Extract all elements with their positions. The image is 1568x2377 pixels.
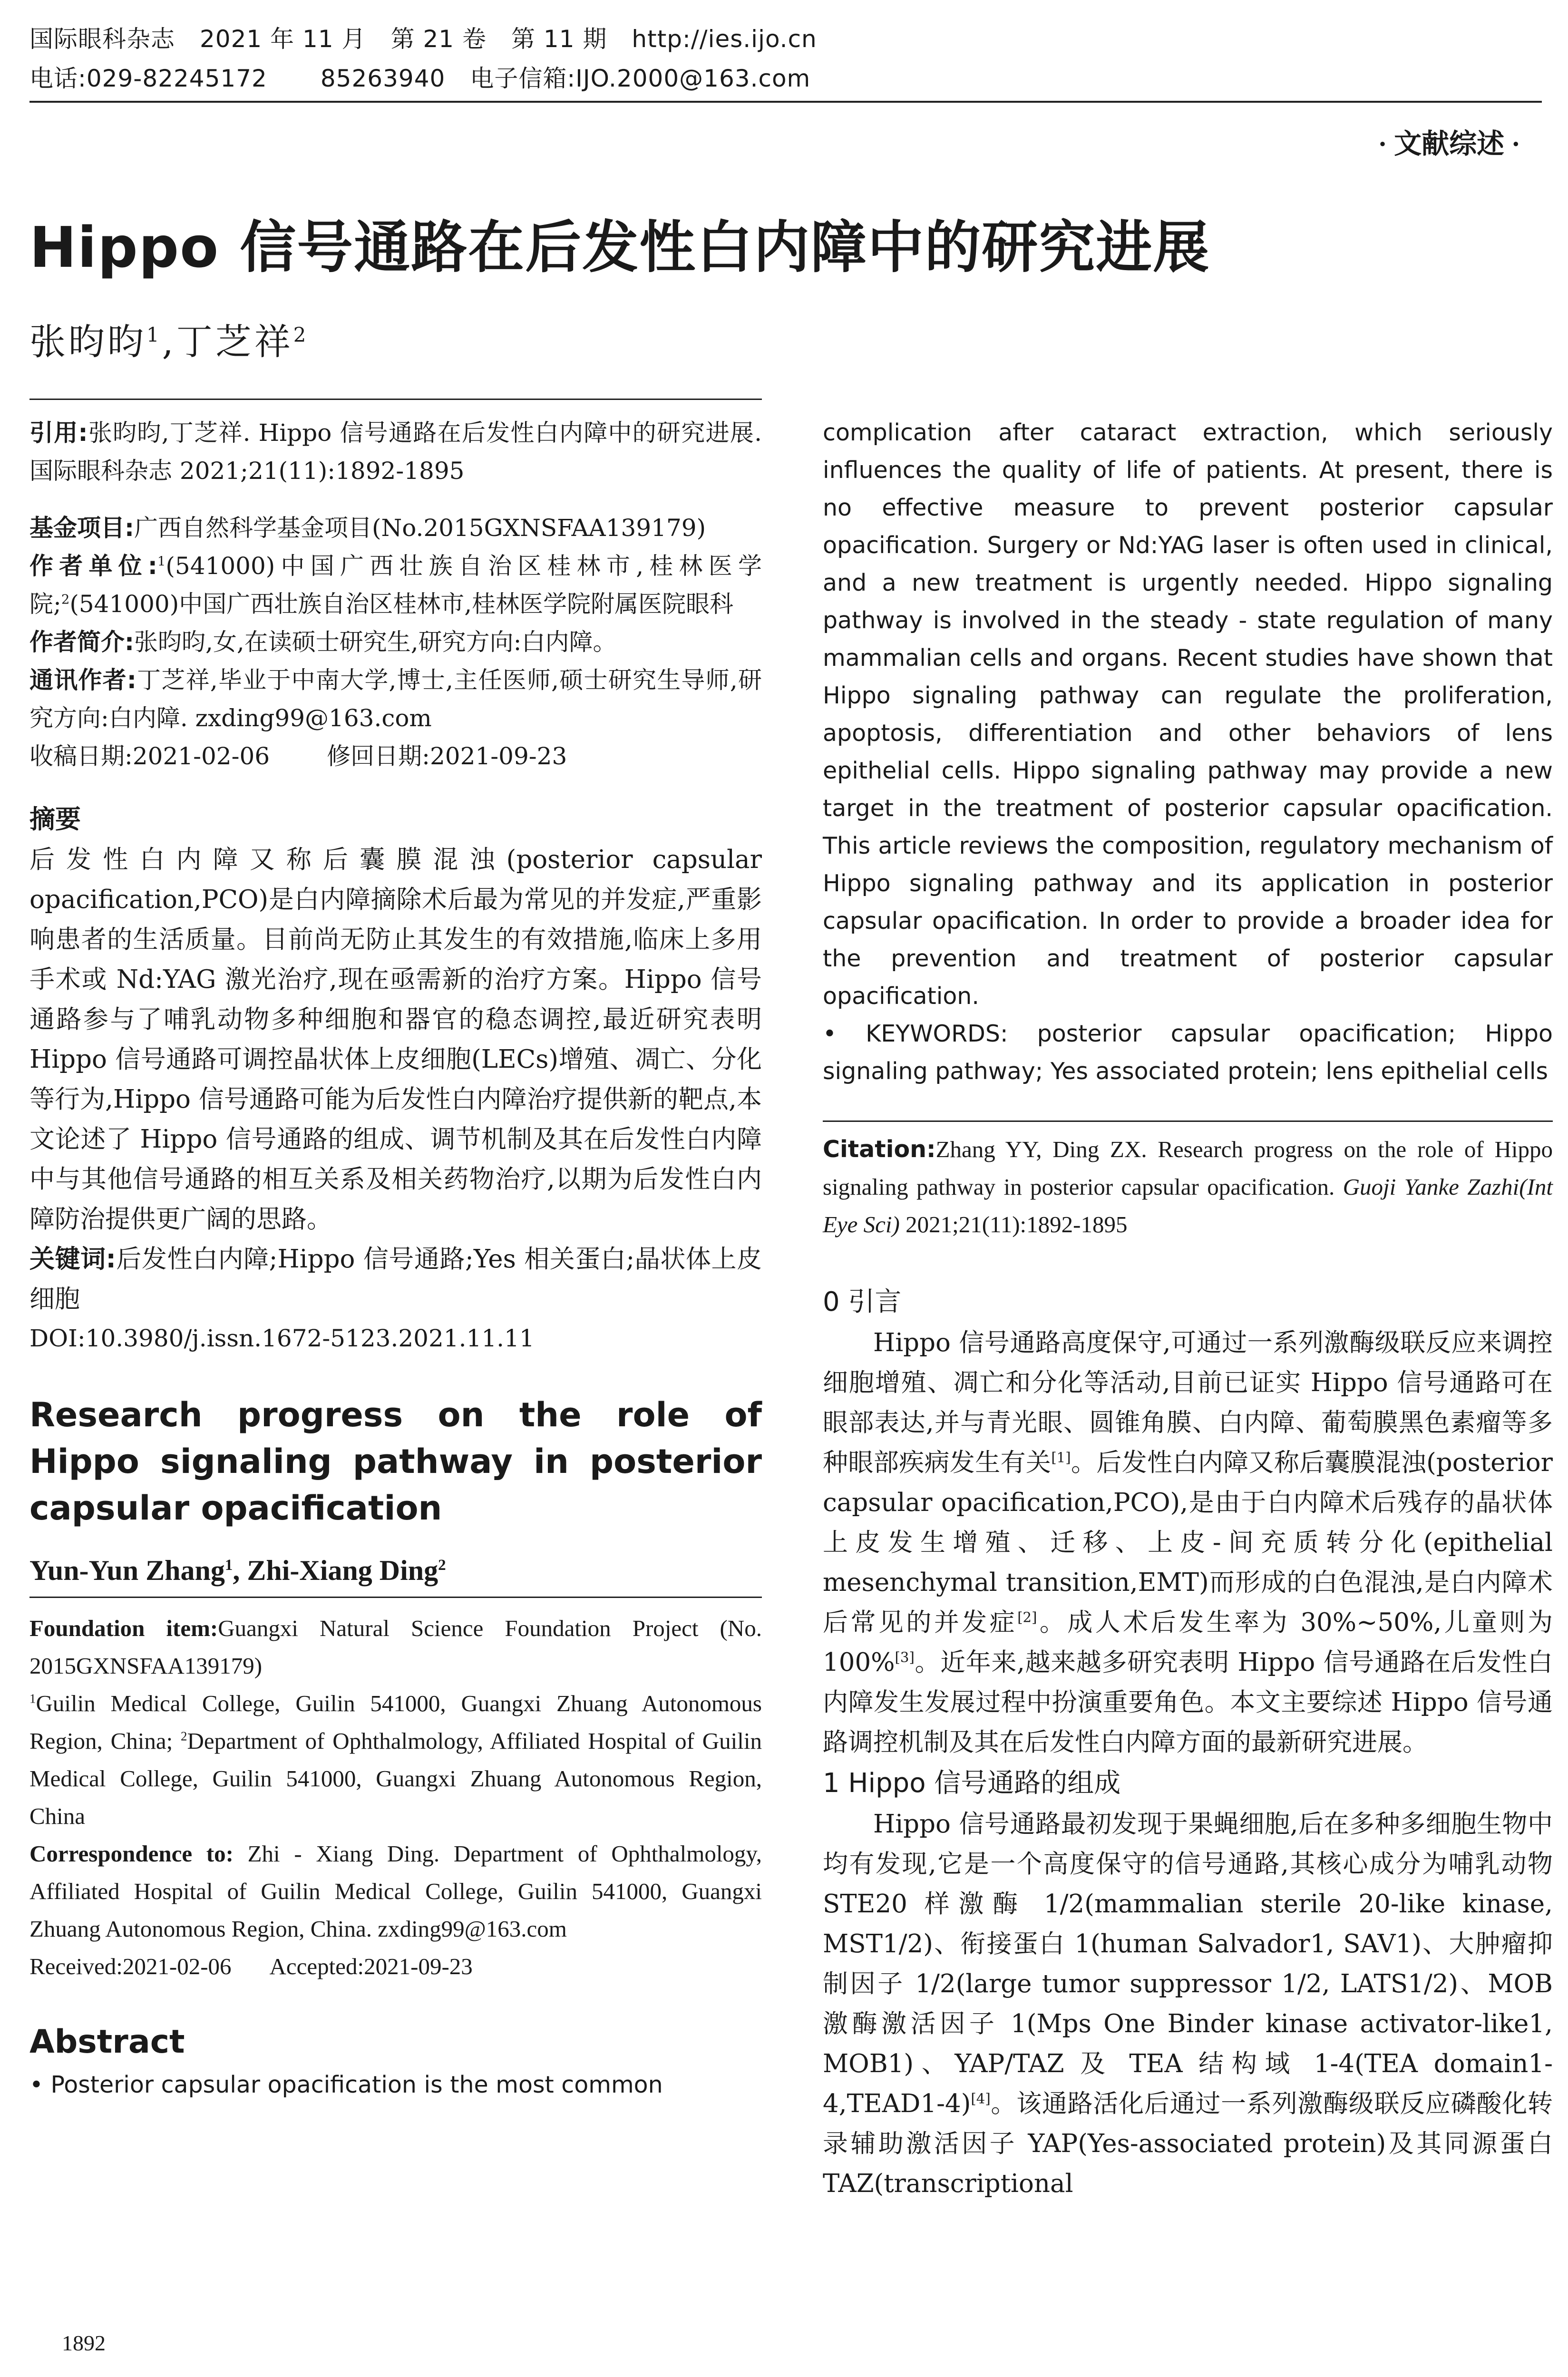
dates-cn: 收稿日期:2021-02-06 修回日期:2021-09-23: [29, 742, 567, 770]
journal-email[interactable]: 电子信箱:IJO.2000@163.com: [470, 65, 811, 92]
journal-name: 国际眼科杂志: [29, 25, 175, 53]
phone: 电话:029-82245172: [29, 65, 267, 92]
abstract-en-continued: complication after cataract extraction, which seriously influences the quality of life of patients. At present, there is no effective measure to prevent posterior capsular opacification. Surgery or Nd:YAG laser is often used in clinical, and a new treatment is urgently needed. Hippo signaling pathway is involved in the steady - state regulation of many mammalian cells and organs. Recent studies have shown that Hippo signaling pathway can regulate the proliferation, apoptosis, differentiation and other behaviors of lens epithelial cells. Hippo signaling pathway may provide a new target in the treatment of posterior capsular opacification. This article reviews the composition, regulatory mechanism of Hippo signaling pathway and its application in posterior capsular opacification. In order to provide a broader idea for the prevention and treatment of posterior capsular opacification.: [823, 419, 1553, 1010]
abstract-en-start: • Posterior capsular opacification is the most common: [29, 2071, 663, 2098]
article-title: Hippo 信号通路在后发性白内障中的研究进展: [29, 214, 1210, 280]
abstract-cn-heading: 摘要: [29, 804, 81, 834]
affiliation-cn: 作者单位:$^1$(541000)中国广西壮族自治区桂林市,桂林医学院;$^2$(541000)中国广西壮族自治区桂林市,桂林医学院附属医院眼科: [29, 552, 762, 618]
english-authors: Yun-Yun Zhang$^1$, Zhi-Xiang Ding$^2$: [29, 1555, 446, 1586]
section-0-heading: 0 引言: [823, 1286, 902, 1317]
doi[interactable]: DOI:10.3980/j.issn.1672-5123.2021.11.11: [29, 1325, 535, 1352]
citation-en: Citation:Zhang YY, Ding ZX. Research progress on the role of Hippo signaling pathway in posterior capsular opacification. Guoji Yanke Zazhi(Int Eye Sci) 2021;21(11):1892-1895: [823, 1136, 1553, 1237]
citation-cn: 引用:张昀昀,丁芝祥. Hippo 信号通路在后发性白内障中的研究进展. 国际眼科杂志 2021;21(11):1892-1895: [29, 419, 762, 485]
issue-date: 2021 年 11 月: [200, 25, 366, 53]
journal-header-line-2: [29, 59, 835, 94]
keywords-en: • KEYWORDS: posterior capsular opacification; Hippo signaling pathway; Yes associated protein; lens epithelial cells: [823, 1020, 1553, 1085]
authors-cn: 张昀昀$^1$,丁芝祥$^2$: [29, 321, 309, 363]
section-tag: · 文献综述 ·: [1378, 128, 1520, 159]
correspondence-en: Correspondence to: Zhi - Xiang Ding. Department of Ophthalmology, Affiliated Hospital of Guilin Medical College, Guilin 541000, Guangxi Zhuang Autonomous Region, China. zxding99@163.com: [29, 1841, 762, 1942]
corresponding-author: 通讯作者:丁芝祥,毕业于中南大学,博士,主任医师,硕士研究生导师,研究方向:白内障. zxding99@163.com: [29, 666, 762, 732]
section-1-text: Hippo 信号通路最初发现于果蝇细胞,后在多种多细胞生物中均有发现,它是一个高度保守的信号通路,其核心成分为哺乳动物 STE20 样激酶 1/2(mammalian sterile 20-like kinase, MST1/2)、衔接蛋白 1(human Salvador1, SAV1)、大肿瘤抑制因子 1/2(large tumor suppressor 1/2, LATS1/2)、MOB 激酶激活因子 1(Mps One Binder kinase activator-like1, MOB1)、YAP/TAZ 及 TEA 结构域 1-4(TEA domain1-4,TEAD1-4)[4]。该通路活化后通过一系列激酶级联反应磷酸化转录辅助激活因子 YAP(Yes-associated protein)及其同源蛋白 TAZ(transcriptional: [823, 1810, 1553, 2198]
section-1-heading: 1 Hippo 信号通路的组成: [823, 1768, 1121, 1799]
divider: [29, 1597, 762, 1598]
left-column: [29, 414, 762, 2104]
author-1: 张昀昀: [29, 321, 146, 363]
volume: 第 21 卷: [390, 25, 487, 53]
author-2: 丁芝祥: [176, 321, 293, 363]
journal-url[interactable]: http://ies.ijo.cn: [632, 25, 817, 53]
abstract-cn: 后发性白内障又称后囊膜混浊(posterior capsular opacification,PCO)是白内障摘除术后最为常见的并发症,严重影响患者的生活质量。目前尚无防止其发生的有效措施,临床上多用手术或 Nd:YAG 激光治疗,现在亟需新的治疗方案。Hippo 信号通路参与了哺乳动物多种细胞和器官的稳态调控,最近研究表明 Hippo 信号通路可调控晶状体上皮细胞(LECs)增殖、凋亡、分化等行为,Hippo 信号通路可能为后发性白内障治疗提供新的靶点,本文论述了 Hippo 信号通路的组成、调节机制及其在后发性白内障中与其他信号通路的相互关系及相关药物治疗,以期为后发性白内障防治提供更广阔的思路。: [29, 845, 762, 1234]
keywords-cn: 关键词:后发性白内障;Hippo 信号通路;Yes 相关蛋白;晶状体上皮细胞: [29, 1245, 762, 1314]
dates-en: Received:2021-02-06 Accepted:2021-09-23: [29, 1953, 473, 1979]
journal-header-line-1: [29, 20, 842, 54]
header-rule: [29, 101, 1542, 103]
phone-2: 85263940: [320, 65, 446, 92]
divider: [29, 399, 762, 400]
right-column: [823, 414, 1553, 2204]
page-number: 1892: [62, 2331, 106, 2355]
author-bio: 作者简介:张昀昀,女,在读硕士研究生,研究方向:白内障。: [29, 628, 617, 656]
affiliation-en: $^1$Guilin Medical College, Guilin 541000, Guangxi Zhuang Autonomous Region, China; $^2$Department of Ophthalmology, Affiliated Hospital of Guilin Medical College, Guilin 541000, Guangxi Zhuang Autonomous Region, China: [29, 1690, 762, 1829]
issue: 第 11 期: [511, 25, 607, 53]
abstract-en-heading: Abstract: [29, 2023, 185, 2061]
english-title: Research progress on the role of Hippo signaling pathway in posterior capsular opacification: [29, 1395, 762, 1528]
fund-info: 基金项目:广西自然科学基金项目(No.2015GXNSFAA139179): [29, 514, 706, 542]
section-0-text: Hippo 信号通路高度保守,可通过一系列激酶级联反应来调控细胞增殖、凋亡和分化等活动,目前已证实 Hippo 信号通路可在眼部表达,并与青光眼、圆锥角膜、白内障、葡萄膜黑色素瘤等多种眼部疾病发生有关[1]。后发性白内障又称后囊膜混浊(posterior capsular opacification,PCO),是由于白内障术后残存的晶状体上皮发生增殖、迁移、上皮-间充质转分化(epithelial mesenchymal transition,EMT)而形成的白色混浊,是白内障术后常见的并发症[2]。成人术后发生率为 30%~50%,儿童则为 100%[3]。近年来,越来越多研究表明 Hippo 信号通路在后发性白内障发生发展过程中扮演重要角色。本文主要综述 Hippo 信号通路调控机制及其在后发性白内障方面的最新研究进展。: [823, 1328, 1553, 1757]
foundation-en: Foundation item:Guangxi Natural Science Foundation Project (No. 2015GXNSFAA139179): [29, 1615, 762, 1679]
